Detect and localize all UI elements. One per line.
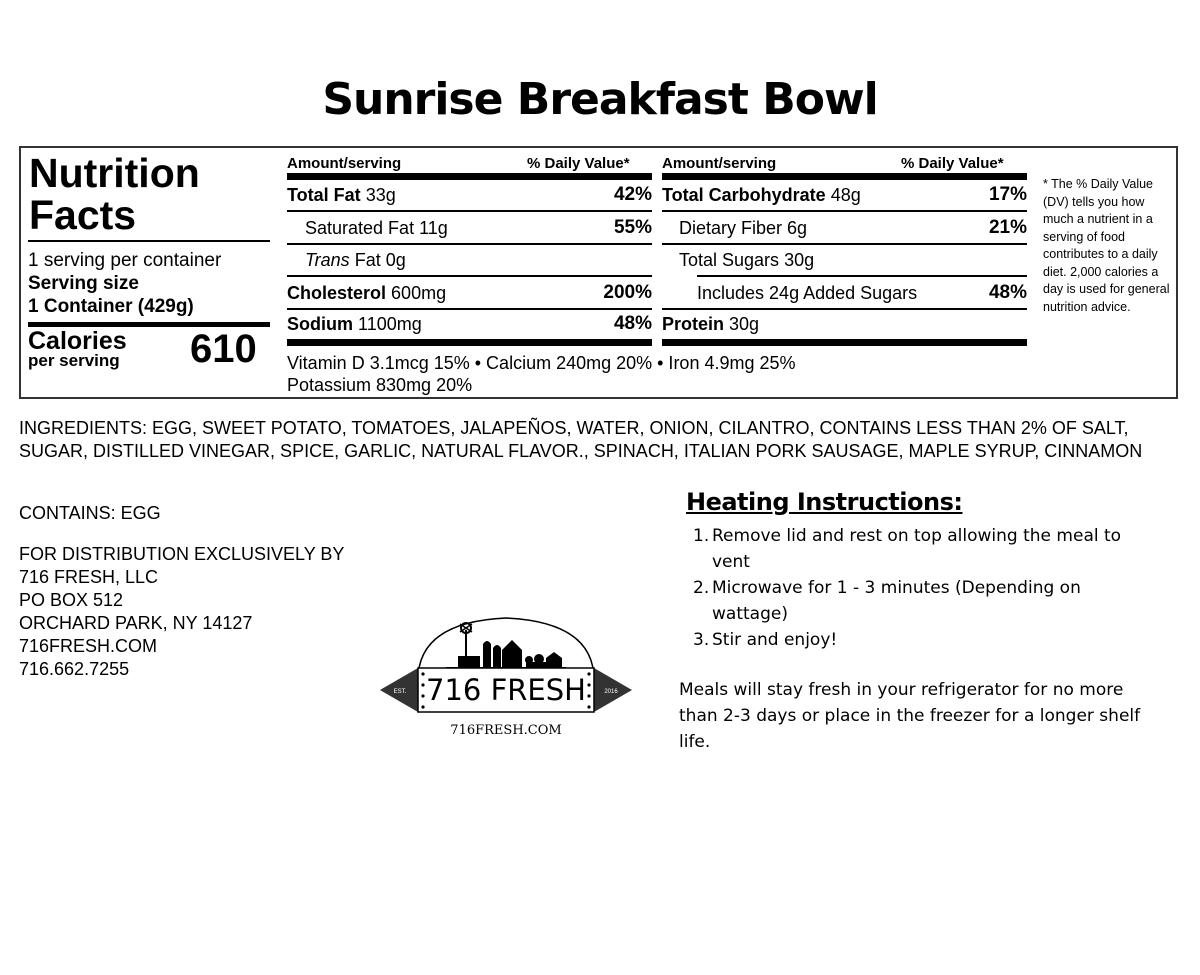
serving-size-label: Serving size: [28, 273, 139, 294]
trans-fat-label-rest: Fat: [354, 250, 381, 270]
distributor-city: ORCHARD PARK, NY 14127: [19, 613, 253, 633]
divider: [662, 308, 1027, 310]
calories-label: Calories: [28, 327, 127, 355]
right-bottom-thick-divider: [662, 339, 1027, 346]
total-carb-dv: 17%: [988, 184, 1027, 205]
daily-value-footnote: * The % Daily Value (DV) tells you how much a nutrient in a serving of food contributes to a daily diet. 2,000 calories a day is used for general nutrition advice.: [1043, 177, 1170, 314]
cholesterol-dv: 200%: [603, 282, 652, 303]
sodium-row: [287, 313, 422, 335]
logo-brand-name: 716 FRESH: [426, 673, 586, 707]
divider: [287, 308, 652, 310]
distributor-website: 716FRESH.COM: [19, 636, 158, 656]
left-thick-divider: [287, 173, 652, 180]
distributor-line: FOR DISTRIBUTION EXCLUSIVELY BY: [19, 544, 345, 564]
added-sugars-label: Includes 24g Added Sugars: [697, 283, 918, 303]
cholesterol-label: Cholesterol: [287, 283, 387, 303]
nutrition-facts-heading: [29, 152, 200, 236]
heating-step-text: Microwave for 1 - 3 minutes (Depending on wattage): [712, 578, 1081, 624]
heating-step-text: Remove lid and rest on top allowing the meal to vent: [712, 526, 1122, 572]
left-bottom-thick-divider: [287, 339, 652, 346]
nutrition-facts-panel: [19, 146, 1178, 399]
protein-amount: 30g: [729, 314, 760, 334]
storage-note: Meals will stay fresh in your refrigerator for no more than 2-3 days or place in the freezer for a longer shelf life.: [679, 680, 1141, 752]
cholesterol-amount: 600mg: [391, 283, 447, 303]
divider: [697, 275, 1027, 277]
vitamins-line-2: Potassium 830mg 20%: [287, 375, 473, 395]
total-fat-amount: 33g: [365, 185, 396, 205]
right-thick-divider: [662, 173, 1027, 180]
ingredients-statement: INGREDIENTS: EGG, SWEET POTATO, TOMATOES, JALAPEÑOS, WATER, ONION, CILANTRO, CONTAINS LESS THAN 2% OF SALT, SUGAR, DISTILLED VINEGAR, SPICE, GARLIC, NATURAL FLAVOR., SPINACH, ITALIAN PORK SAUSAGE, MAPLE SYRUP, CINNAMON: [19, 418, 1143, 461]
right-amount-header: Amount/serving: [662, 155, 777, 172]
calories-value: 610: [190, 327, 257, 371]
divider: [662, 210, 1027, 212]
dietary-fiber-label: Dietary Fiber: [679, 218, 783, 238]
distributor-po-box: PO BOX 512: [19, 590, 124, 610]
distributor-info: [19, 543, 344, 681]
heating-step: 3. Stir and enjoy!: [693, 630, 838, 650]
protein-row: [662, 313, 759, 335]
total-fat-label: Total Fat: [287, 185, 361, 205]
left-amount-header: Amount/serving: [287, 155, 402, 172]
farm-silhouette-icon: [446, 623, 566, 670]
total-sugars-row: [679, 249, 814, 271]
trans-fat-row: [305, 249, 406, 271]
saturated-fat-dv: 55%: [613, 217, 652, 238]
servings-per-container: 1 serving per container: [28, 250, 222, 271]
heating-step-text: Stir and enjoy!: [712, 630, 838, 650]
saturated-fat-row: [305, 217, 448, 239]
logo-est: EST.: [393, 689, 407, 695]
logo-url: 716FRESH.COM: [450, 723, 562, 738]
brand-logo-graphic: [378, 612, 634, 742]
dietary-fiber-amount: 6g: [787, 218, 808, 238]
total-sugars-amount: 30g: [784, 250, 815, 270]
saturated-fat-amount: 11g: [419, 218, 448, 238]
product-title: Sunrise Breakfast Bowl: [322, 74, 878, 125]
saturated-fat-label: Saturated Fat: [305, 218, 415, 238]
total-carb-row: [662, 184, 861, 206]
divider: [287, 243, 652, 245]
heating-steps-list: [690, 523, 1150, 653]
distributor-phone: 716.662.7255: [19, 659, 130, 679]
trans-fat-amount: 0g: [385, 250, 406, 270]
heating-step: 1. Remove lid and rest on top allowing the meal to vent: [693, 526, 1122, 572]
heading-line-2: Facts: [29, 192, 137, 238]
sodium-amount: 1100mg: [358, 314, 422, 334]
right-dv-header: % Daily Value*: [901, 155, 1004, 172]
serving-size-value: 1 Container (429g): [28, 296, 194, 317]
divider: [287, 275, 652, 277]
total-fat-row: [287, 184, 396, 206]
total-fat-dv: 42%: [613, 184, 652, 205]
dietary-fiber-row: [679, 217, 807, 239]
left-dv-header: % Daily Value*: [527, 155, 630, 172]
heating-instructions-title: Heating Instructions:: [686, 488, 963, 516]
divider: [28, 240, 270, 242]
calories-sub: per serving: [28, 351, 120, 370]
vitamins-line-1: Vitamin D 3.1mcg 15% • Calcium 240mg 20% • Iron 4.9mg 25%: [287, 353, 796, 373]
logo-year: 2016: [604, 689, 618, 695]
distributor-name: 716 FRESH, LLC: [19, 567, 159, 587]
total-carb-amount: 48g: [830, 185, 861, 205]
total-carb-label: Total Carbohydrate: [662, 185, 826, 205]
trans-fat-label: Trans: [305, 250, 350, 270]
total-sugars-label: Total Sugars: [679, 250, 780, 270]
divider: [662, 243, 1027, 245]
vitamins-minerals: [287, 352, 796, 396]
added-sugars-dv: 48%: [988, 282, 1027, 303]
sodium-dv: 48%: [613, 313, 652, 334]
heading-line-1: Nutrition: [29, 150, 200, 196]
sodium-label: Sodium: [287, 314, 353, 334]
allergen-statement: CONTAINS: EGG: [19, 503, 161, 523]
brand-logo: [378, 612, 634, 742]
cholesterol-row: [287, 282, 446, 304]
protein-label: Protein: [662, 314, 725, 334]
added-sugars-row: [697, 282, 917, 304]
divider: [287, 210, 652, 212]
dietary-fiber-dv: 21%: [988, 217, 1027, 238]
heating-step: 2. Microwave for 1 - 3 minutes (Depending on wattage): [693, 578, 1081, 624]
